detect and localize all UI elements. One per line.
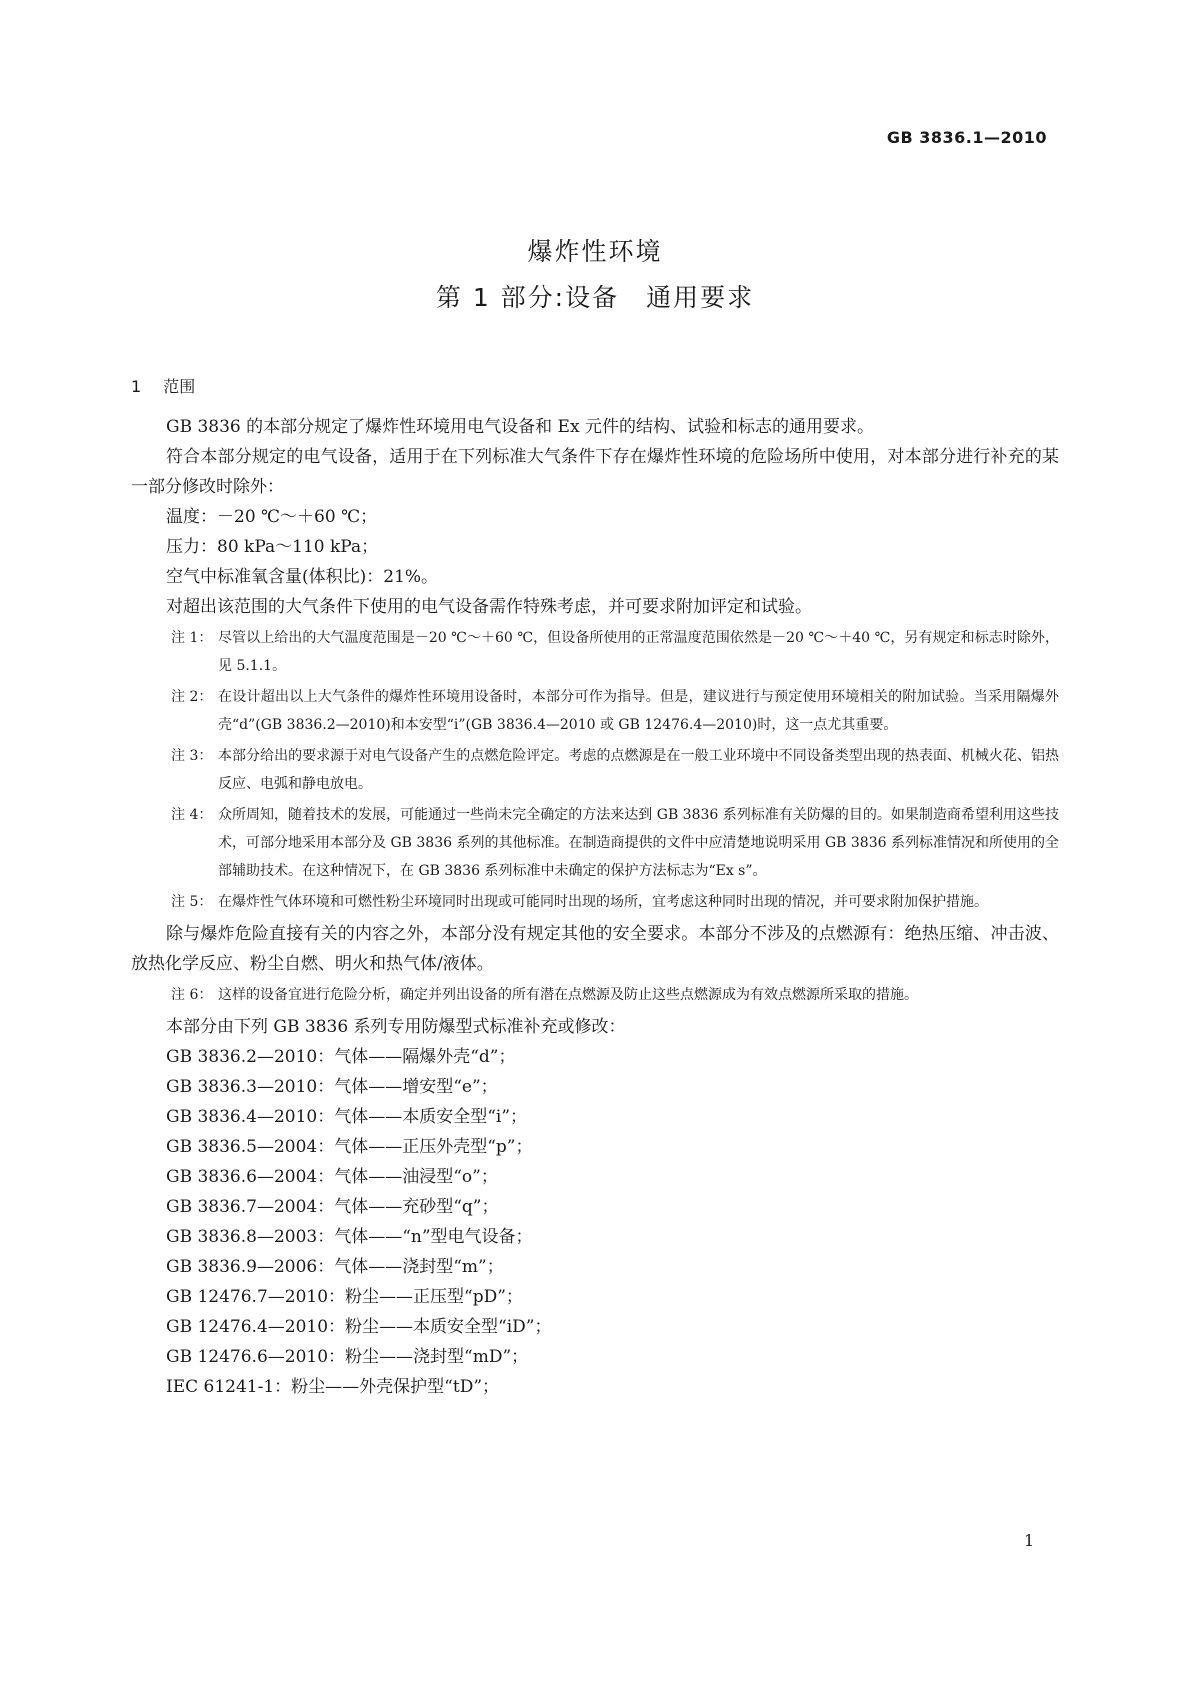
list-item: GB 12476.4—2010：粉尘——本质安全型“iD”； — [166, 1317, 552, 1337]
note-text: 尽管以上给出的大气温度范围是－20 ℃～＋60 ℃，但设备所使用的正常温度范围依然是－20 ℃～＋40 ℃，另有规定和标志时除外，见 5.1.1。 — [218, 630, 1059, 674]
paragraph: GB 3836 的本部分规定了爆炸性环境用电气设备和 Ex 元件的结构、试验和标志的通用要求。 — [166, 417, 874, 437]
note-label: 注 3： — [171, 748, 213, 764]
paragraph: 对超出该范围的大气条件下使用的电气设备需作特殊考虑，并可要求附加评定和试验。 — [166, 597, 812, 617]
note-text: 在设计超出以上大气条件的爆炸性环境用设备时，本部分可作为指导。但是，建议进行与预定使用环境相关的附加试验。当采用隔爆外壳“d”(GB 3836.2—2010)和本安型“i”(GB 3836.4—2010 或 GB 12476.4—2010)时，这一点尤其重要。 — [218, 689, 1059, 733]
paragraph: 除与爆炸危险直接有关的内容之外，本部分没有规定其他的安全要求。本部分不涉及的点燃源有：绝热压缩、冲击波、放热化学反应、粉尘自燃、明火和热气体/液体。 — [131, 924, 1059, 974]
list-item: 压力：80 kPa～110 kPa； — [166, 537, 379, 557]
note-text: 本部分给出的要求源于对电气设备产生的点燃危险评定。考虑的点燃源是在一般工业环境中不同设备类型出现的热表面、机械火花、铝热反应、电弧和静电放电。 — [218, 748, 1059, 792]
section-body — [131, 412, 1059, 1402]
list-item: GB 3836.4—2010：气体——本质安全型“i”； — [166, 1107, 528, 1127]
note — [131, 981, 1059, 1009]
list-item: 温度：－20 ℃～＋60 ℃； — [166, 507, 378, 527]
note-label: 注 6： — [171, 987, 213, 1003]
document-title: 爆炸性环境 — [527, 237, 663, 266]
list-item: GB 3836.2—2010：气体——隔爆外壳“d”； — [166, 1047, 516, 1067]
note-label: 注 5： — [171, 894, 213, 910]
note — [131, 888, 1059, 916]
note — [131, 624, 1059, 680]
list-item: GB 12476.7—2010：粉尘——正压型“pD”； — [166, 1287, 523, 1307]
list-item: GB 3836.8—2003：气体——“n”型电气设备； — [166, 1227, 533, 1247]
note-text: 众所周知，随着技术的发展，可能通过一些尚未完全确定的方法来达到 GB 3836 系列标准有关防爆的目的。如果制造商希望利用这些技术，可部分地采用本部分及 GB 3836 系列的其他标准。在制造商提供的文件中应清楚地说明采用 GB 3836 系列标准情况和所使用的全部辅助技术。在这种情况下，在 GB 3836 系列标准中未确定的保护方法标志为“Ex s”。 — [218, 807, 1059, 879]
standard-number: GB 3836.1—2010 — [886, 128, 1047, 147]
note — [131, 742, 1059, 798]
list-item: GB 3836.6—2004：气体——油浸型“o”； — [166, 1167, 498, 1187]
list-item: 空气中标准氧含量(体积比)：21%。 — [166, 567, 439, 587]
section-number: 1 — [131, 377, 142, 396]
note-label: 注 4： — [171, 807, 213, 823]
section-heading — [131, 374, 195, 397]
page-number: 1 — [1024, 1531, 1035, 1550]
note-text: 这样的设备宜进行危险分析，确定并列出设备的所有潜在点燃源及防止这些点燃源成为有效点燃源所采取的措施。 — [218, 987, 918, 1003]
note-label: 注 1： — [171, 630, 213, 646]
list-item: GB 12476.6—2010：粉尘——浇封型“mD”； — [166, 1347, 529, 1367]
paragraph: 符合本部分规定的电气设备，适用于在下列标准大气条件下存在爆炸性环境的危险场所中使用，对本部分进行补充的某一部分修改时除外： — [131, 447, 1059, 497]
note-text: 在爆炸性气体环境和可燃性粉尘环境同时出现或可能同时出现的场所，宜考虑这种同时出现的情况，并可要求附加保护措施。 — [218, 894, 988, 910]
note — [131, 801, 1059, 885]
note — [131, 683, 1059, 739]
note-label: 注 2： — [171, 689, 213, 705]
list-item: IEC 61241-1：粉尘——外壳保护型“tD”； — [166, 1377, 500, 1397]
list-item: GB 3836.5—2004：气体——正压外壳型“p”； — [166, 1137, 533, 1157]
paragraph: 本部分由下列 GB 3836 系列专用防爆型式标准补充或修改： — [166, 1017, 626, 1037]
list-item: GB 3836.9—2006：气体——浇封型“m”； — [166, 1257, 504, 1277]
list-item: GB 3836.3—2010：气体——增安型“e”； — [166, 1077, 498, 1097]
list-item: GB 3836.7—2004：气体——充砂型“q”； — [166, 1197, 499, 1217]
document-subtitle: 第 1 部分:设备 通用要求 — [435, 283, 755, 312]
section-title: 范围 — [163, 377, 196, 396]
